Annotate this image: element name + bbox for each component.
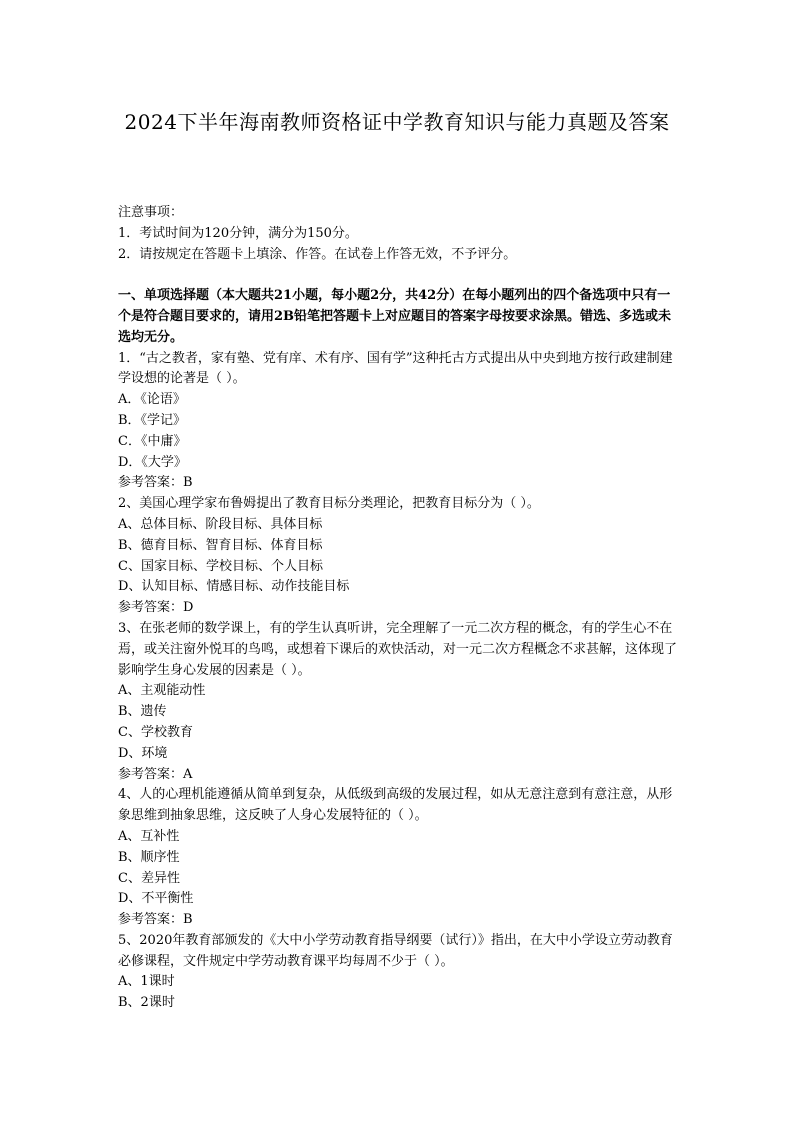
question-block — [118, 785, 678, 931]
question-stem: 4、人的心理机能遵循从简单到复杂，从低级到高级的发展过程，如从无意注意到有意注意，从形象思维到抽象思维，这反映了人身心发展特征的（ ）。 — [118, 787, 673, 824]
question-option: C、国家目标、学校目标、个人目标 — [118, 558, 323, 574]
question-option: A、主观能动性 — [118, 683, 206, 699]
question-block — [118, 931, 678, 1014]
question-stem: 2、美国心理学家布鲁姆提出了教育目标分类理论，把教育目标分为（ ）。 — [118, 496, 540, 512]
notice-item: 1．考试时间为120分钟，满分为150分。 — [118, 225, 358, 241]
question-stem: 1．“古之教者，家有塾、党有庠、术有序、国有学”这种托古方式提出从中央到地方按行政建制建学设想的论著是（ ）。 — [118, 350, 673, 387]
section-heading: 一、单项选择题（本大题共21小题，每小题2分，共42分）在每小题列出的四个备选项中只有一个是符合题目要求的，请用2B铅笔把答题卡上对应题目的答案字母按要求涂黑。错选、多选或未选均无分。 — [118, 288, 672, 345]
question-stem: 5、2020年教育部颁发的《大中小学劳动教育指导纲要（试行）》指出，在大中小学设立劳动教育必修课程，文件规定中学劳动教育课平均每周不少于（ ）。 — [118, 932, 673, 969]
question-option: B、遗传 — [118, 704, 167, 720]
question-option: A．《论语》 — [118, 392, 186, 408]
question-stem: 3、在张老师的数学课上，有的学生认真听讲，完全理解了一元二次方程的概念，有的学生心不在焉，或关注窗外悦耳的鸟鸣，或想着下课后的欢快活动，对一元二次方程概念不求甚解，这体现了影响学生身心发展的因素是（ ）。 — [118, 620, 678, 678]
question-option: A、总体目标、阶段目标、具体目标 — [118, 516, 323, 532]
question-block — [118, 494, 678, 619]
question-option: C、学校教育 — [118, 724, 193, 740]
question-option: B．《学记》 — [118, 412, 187, 428]
reference-answer: 参考答案：A — [118, 766, 193, 782]
question-option: C．《中庸》 — [118, 433, 187, 449]
question-option: D、认知目标、情感目标、动作技能目标 — [118, 579, 350, 595]
question-option: A、互补性 — [118, 828, 180, 844]
question-option: A、1课时 — [118, 974, 175, 990]
question-option: B、顺序性 — [118, 849, 180, 865]
question-option: C、差异性 — [118, 870, 180, 886]
document-body — [118, 203, 678, 1014]
question-block — [118, 619, 678, 785]
notice-item: 2．请按规定在答题卡上填涂、作答。在试卷上作答无效，不予评分。 — [118, 246, 517, 262]
question-option: D、环境 — [118, 745, 168, 761]
question-option: D、不平衡性 — [118, 891, 194, 907]
notice-heading: 注意事项： — [118, 205, 184, 220]
question-option: B、德育目标、智育目标、体育目标 — [118, 537, 323, 553]
page-title: 2024下半年海南教师资格证中学教育知识与能力真题及答案 — [124, 110, 670, 134]
reference-answer: 参考答案：B — [118, 912, 193, 928]
question-block — [118, 349, 678, 495]
reference-answer: 参考答案：B — [118, 475, 193, 491]
question-option: D．《大学》 — [118, 454, 187, 470]
reference-answer: 参考答案：D — [118, 600, 194, 616]
question-option: B、2课时 — [118, 995, 175, 1011]
spacer — [118, 265, 678, 286]
